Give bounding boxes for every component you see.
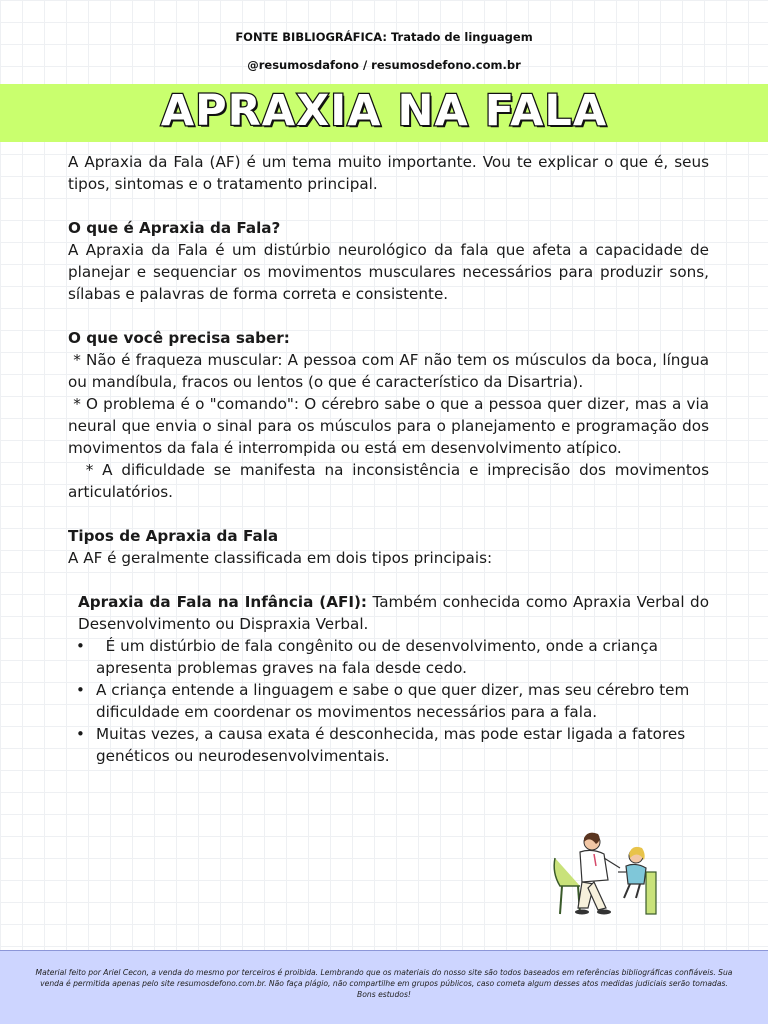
afi-bullet-list — [68, 635, 709, 767]
list-item: • A criança entende a linguagem e sabe o que quer dizer, mas seu cérebro tem dificuldade em coordenar os movimentos necessários para a fala. — [68, 679, 709, 723]
therapist-child-illustration — [550, 828, 660, 920]
point-command: * O problema é o "comando": O cérebro sabe o que a pessoa quer dizer, mas a via neural que envia o sinal para os músculos para o planejamento e programação dos movimentos da fala é interrompida ou está em desenvolvimento atípico. — [68, 395, 714, 457]
afi-description: Também conhecida como Apraxia Verbal do Desenvolvimento ou Dispraxia Verbal. — [78, 593, 709, 633]
child-figure — [618, 847, 656, 914]
types-intro: A AF é geralmente classificada em dois tipos principais: — [68, 549, 493, 567]
list-item: • Muitas vezes, a causa exata é desconhecida, mas pode estar ligada a fatores genéticos ou neurodesenvolvimentais. — [68, 723, 709, 767]
footer-text: Material feito por Ariel Cecon, a venda do mesmo por terceiros é proibida. Lembrando que os materiais do nosso site são todos baseados em referências bibliográficas confiáveis. Sua venda é permitida apenas pelo site resumosdefono.com.br. Não faça plágio, não compartilhe em grupos públicos, caso cometa algum desses atos medidas judiciais serão tomadas. Bons estudos! — [35, 968, 733, 999]
heading-types: Tipos de Apraxia da Fala — [68, 527, 279, 545]
afi-label: Apraxia da Fala na Infância (AFI): — [78, 593, 367, 611]
source-reference: FONTE BIBLIOGRÁFICA: Tratado de linguagem — [235, 30, 533, 44]
point-difficulty: * A dificuldade se manifesta na inconsistência e imprecisão dos movimentos articulatórios. — [68, 461, 714, 501]
chair-icon — [554, 858, 580, 914]
afi-paragraph — [68, 591, 709, 635]
point-not-weakness: * Não é fraqueza muscular: A pessoa com AF não tem os músculos da boca, língua ou mandíbula, fracos ou lentos (o que é característico da Disartria). — [68, 351, 714, 391]
list-item: • É um distúrbio de fala congênito ou de desenvolvimento, onde a criança apresenta problemas graves na fala desde cedo. — [68, 635, 709, 679]
definition-paragraph: A Apraxia da Fala é um distúrbio neurológico da fala que afeta a capacidade de planejar e sequenciar os movimentos musculares necessários para produzir sons, sílabas e palavras de forma correta e consistente. — [68, 241, 709, 303]
page-title: APRAXIA NA FALA — [160, 86, 608, 136]
site-handle: @resumosdafono / resumosdefono.com.br — [247, 58, 521, 72]
heading-what-is: O que é Apraxia da Fala? — [68, 219, 281, 237]
therapist-figure — [575, 833, 620, 915]
document-body — [68, 151, 714, 767]
footer-notice — [0, 950, 768, 1024]
intro-paragraph: A Apraxia da Fala (AF) é um tema muito importante. Vou te explicar o que é, seus tipos, sintomas e o tratamento principal. — [68, 153, 709, 193]
heading-what-to-know: O que você precisa saber: — [68, 329, 290, 347]
